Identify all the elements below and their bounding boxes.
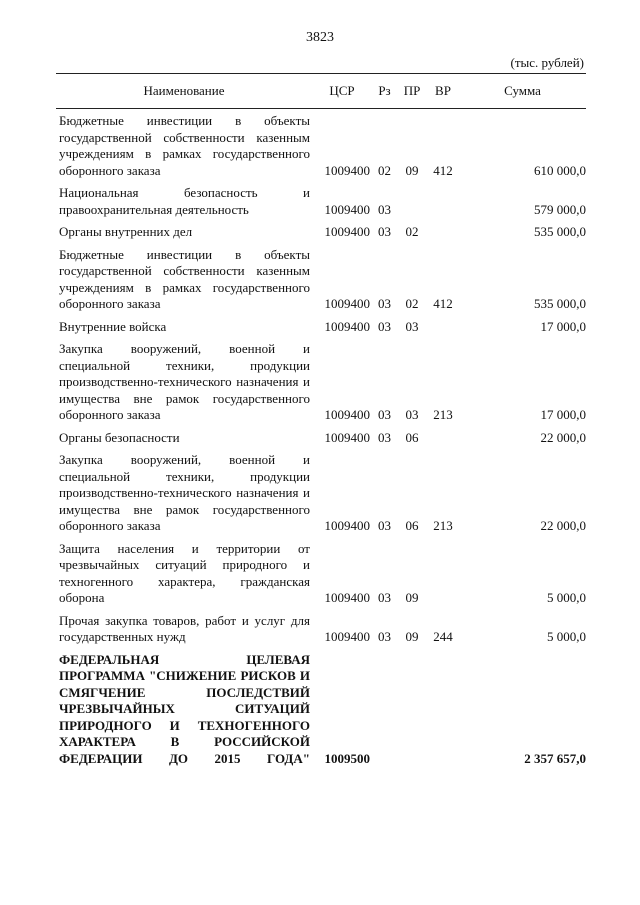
budget-table (56, 73, 586, 770)
table-row (56, 109, 586, 183)
row-csr: 1009400 (324, 318, 370, 334)
row-vr (427, 538, 459, 610)
row-vr (427, 427, 459, 450)
table-header-row (56, 74, 586, 109)
row-name: Закупка вооружений, военной и специальной техники, продукции производственно-технического назначения и имущества вне рамок государственного оборонного заказа (59, 452, 310, 533)
row-rz: 03 (378, 629, 391, 644)
row-sum: 535 000,0 (534, 296, 586, 311)
table-row (56, 610, 586, 649)
row-csr: 1009400 (324, 429, 370, 445)
row-csr: 1009400 (324, 407, 370, 422)
program-name: ФЕДЕРАЛЬНАЯ ЦЕЛЕВАЯ ПРОГРАММА "СНИЖЕНИЕ РИСКОВ И СМЯГЧЕНИЕ ПОСЛЕДСТВИЙ ЧРЕЗВЫЧАЙНЫХ СИТУАЦИЙ ПРИРОДНОГО И ТЕХНОГЕННОГО ХАРАКТЕРА В РОССИЙСКОЙ ФЕДЕРАЦИИ ДО 2015 ГОДА" (59, 651, 310, 766)
row-csr: 1009400 (324, 224, 370, 239)
row-name: Закупка вооружений, военной и специальной техники, продукции производственно-технического назначения и имущества вне рамок государственного оборонного заказа (59, 341, 310, 422)
table-row (56, 449, 586, 538)
row-rz: 03 (378, 296, 391, 311)
row-csr: 1009400 (324, 162, 370, 178)
row-vr: 412 (433, 162, 453, 178)
row-sum: 579 000,0 (534, 201, 586, 217)
row-sum: 610 000,0 (534, 162, 586, 178)
row-pr: 09 (405, 590, 419, 605)
row-vr: 412 (433, 296, 453, 311)
program-rz (372, 649, 397, 771)
row-vr (427, 182, 459, 221)
program-pr (397, 649, 427, 771)
row-vr: 213 (433, 407, 453, 422)
row-pr: 03 (405, 318, 419, 334)
table-row (56, 538, 586, 610)
header-csr: ЦСР (312, 74, 372, 109)
row-csr: 1009400 (324, 296, 370, 311)
row-pr: 02 (405, 296, 419, 311)
row-vr (427, 316, 459, 339)
header-vr: ВР (427, 74, 459, 109)
row-pr (397, 182, 427, 221)
row-sum: 535 000,0 (534, 224, 586, 239)
row-sum: 17 000,0 (540, 318, 586, 334)
row-sum: 22 000,0 (540, 518, 586, 533)
row-rz: 03 (378, 518, 391, 533)
row-vr: 213 (433, 518, 453, 533)
program-vr (427, 649, 459, 771)
row-name: Национальная безопасность и правоохранительная деятельность (59, 185, 310, 217)
row-csr: 1009400 (324, 629, 370, 644)
row-rz: 03 (378, 201, 391, 217)
row-vr (427, 221, 459, 244)
row-rz: 03 (378, 224, 391, 239)
row-name: Бюджетные инвестиции в объекты государственной собственности казенным учреждениям в рамках государственного оборонного заказа (59, 246, 310, 311)
row-rz: 02 (378, 162, 391, 178)
row-csr: 1009400 (324, 201, 370, 217)
row-name: Органы внутренних дел (59, 224, 193, 239)
header-name: Наименование (56, 74, 312, 109)
row-rz: 03 (378, 318, 391, 334)
row-csr: 1009400 (324, 590, 370, 605)
row-vr: 244 (433, 629, 453, 644)
table-row (56, 338, 586, 427)
program-row (56, 649, 586, 771)
table-row (56, 427, 586, 450)
units-label: (тыс. рублей) (510, 55, 584, 70)
row-pr: 02 (405, 224, 419, 239)
row-rz: 03 (378, 429, 391, 445)
row-pr: 06 (405, 429, 419, 445)
table-row (56, 316, 586, 339)
row-name: Прочая закупка товаров, работ и услуг для государственных нужд (59, 612, 310, 644)
row-sum: 22 000,0 (540, 429, 586, 445)
row-sum: 17 000,0 (540, 407, 586, 422)
header-sum: Сумма (459, 74, 586, 109)
row-name: Внутренние войска (59, 318, 167, 334)
row-name: Органы безопасности (59, 429, 180, 445)
row-pr: 09 (405, 629, 419, 644)
row-name: Бюджетные инвестиции в объекты государственной собственности казенным учреждениям в рамках государственного оборонного заказа (59, 113, 310, 178)
page-number: 3823 (306, 30, 334, 45)
program-csr: 1009500 (324, 750, 370, 766)
table-row (56, 221, 586, 244)
row-rz: 03 (378, 590, 391, 605)
header-rz: Рз (372, 74, 397, 109)
row-csr: 1009400 (324, 518, 370, 533)
header-pr: ПР (397, 74, 427, 109)
program-sum: 2 357 657,0 (524, 750, 586, 766)
row-pr: 06 (405, 518, 419, 533)
row-pr: 09 (405, 162, 419, 178)
table-row (56, 182, 586, 221)
row-sum: 5 000,0 (547, 590, 586, 605)
table-row (56, 244, 586, 316)
row-rz: 03 (378, 407, 391, 422)
row-name: Защита населения и территории от чрезвычайных ситуаций природного и техногенного характера, гражданская оборона (59, 540, 310, 605)
row-pr: 03 (405, 407, 419, 422)
row-sum: 5 000,0 (547, 629, 586, 644)
